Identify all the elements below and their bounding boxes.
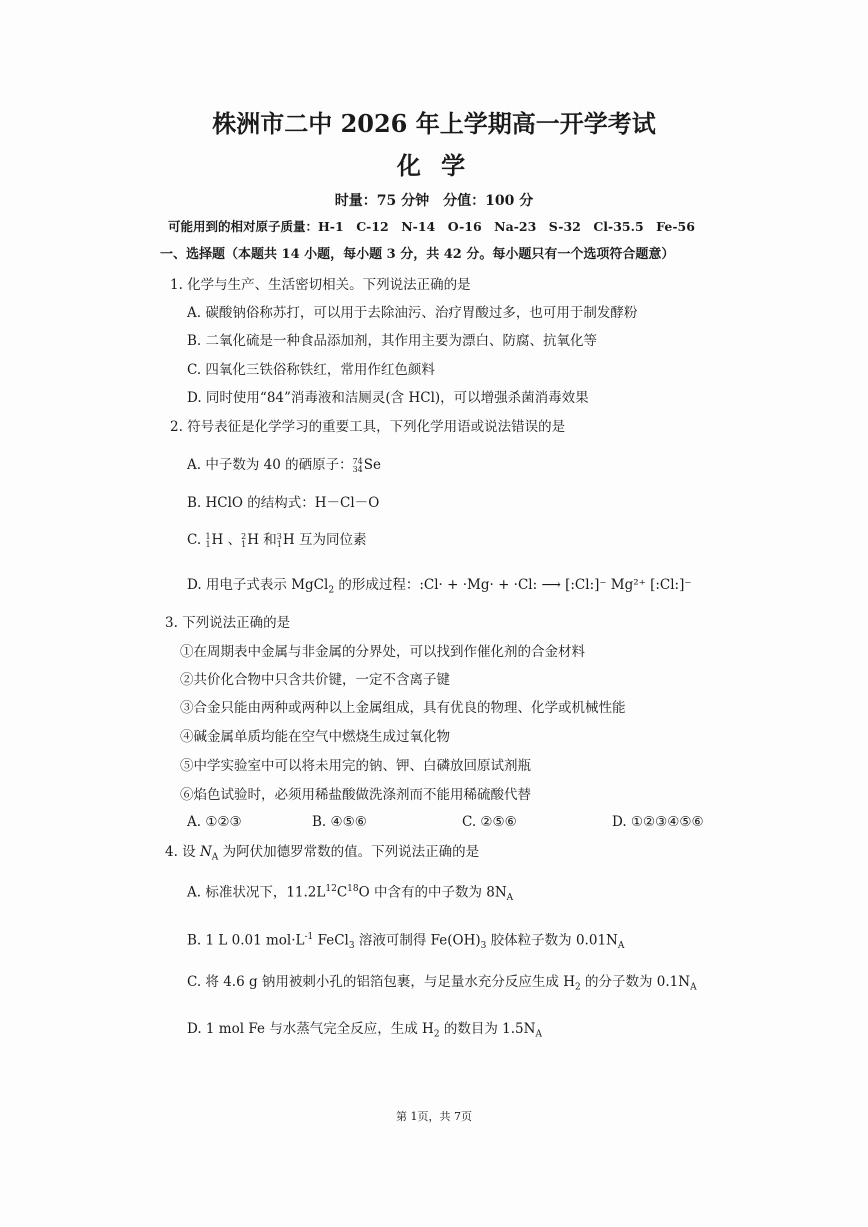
section-heading: 一、选择题（本题共 14 小题，每小题 3 分，共 42 分。每小题只有一个选项符合题意）	[160, 247, 675, 262]
iso1-numbers	[205, 533, 210, 549]
se-mass-number: 74	[352, 456, 363, 466]
iso3-numbers	[277, 533, 282, 549]
q4-na-symbol: N	[199, 844, 212, 860]
q3-option-a: A. ①②③	[187, 814, 242, 830]
q1-option-c: C. 四氧化三铁俗称铁红，常用作红色颜料	[187, 362, 435, 378]
q1-option-a: A. 碳酸钠俗称苏打，可以用于去除油污、治疗胃酸过多，也可用于制发酵粉	[187, 305, 638, 321]
q2-a-text: A. 中子数为 40 的硒原子：	[187, 457, 353, 473]
q4-a-pre: A. 标准状况下，11.2L	[187, 884, 326, 901]
q2-option-b: B. HClO 的结构式：H－Cl－O	[187, 495, 380, 511]
q2-c-mid2: H 和	[247, 532, 277, 548]
q3-statement-4: ④碱金属单质均能在空气中燃烧生成过氧化物	[180, 729, 450, 745]
q4-stem-post: 为阿伏加德罗常数的值。下列说法正确的是	[218, 844, 480, 860]
q4-b-exp: -1	[304, 932, 314, 942]
iso3-mass: 3	[276, 531, 282, 541]
q2-option-c	[187, 531, 366, 549]
q4-b-sub3: 3	[348, 941, 355, 952]
q4-b-sub: A	[617, 941, 625, 952]
q4-b-end: 胶体粒子数为 0.01N	[486, 932, 618, 949]
q3-statement-6: ⑥焰色试验时，必须用稀盐酸做洗涤剂而不能用稀硫酸代替	[180, 787, 531, 803]
iso1-mass: 1	[205, 531, 211, 541]
q4-na-sub: A	[211, 852, 219, 863]
q4-c-pre: C. 将 4.6 g 钠用被刺小孔的铝箔包裹，与足量水充分反应生成 H	[187, 974, 575, 990]
q3-statement-5: ⑤中学实验室中可以将未用完的钠、钾、白磷放回原试剂瓶	[180, 758, 531, 774]
q4-option-c	[187, 973, 697, 997]
q3-stem: 3. 下列说法正确的是	[165, 615, 291, 631]
c-symbol: C	[336, 884, 348, 901]
iso2-mass: 2	[241, 531, 247, 541]
q3-option-b: B. ④⑤⑥	[312, 814, 367, 830]
mgcl2-electron-formula: :Cl· + ·Mg· + ·Cl: ⟶ [:Cl:]⁻ Mg²⁺ [:Cl:]⁻	[419, 577, 692, 593]
se-symbol: Se	[363, 457, 382, 473]
q4-d-pre: D. 1 mol Fe 与水蒸气完全反应，生成 H	[187, 1021, 434, 1037]
q4-a-sub: A	[506, 893, 514, 904]
q4-b-mid2: 溶液可制得 Fe(OH)	[354, 932, 481, 949]
q2-option-d: D. 用电子式表示 MgCl$_2$ 的形成过程：:Cl· + ·Mg· + ·Cl: ⟶ [:Cl:]⁻ Mg²⁺ [:Cl:]⁻	[187, 577, 692, 596]
q3-statement-2: ②共价化合物中只含共价键，一定不含离子键	[180, 672, 450, 688]
q2-c-mid1: H 、	[211, 532, 242, 548]
iso3-num: 1	[276, 539, 282, 549]
iso1-num: 1	[205, 539, 211, 549]
q3-statement-3: ③合金只能由两种或两种以上金属组成，具有优良的物理、化学或机械性能	[180, 700, 626, 716]
subject-title: 化 学	[396, 151, 472, 180]
time-score: 时量：75 分钟 分值：100 分	[334, 193, 534, 209]
q2-d-text2: 的形成过程：	[334, 577, 420, 593]
o-mass-number: 18	[347, 884, 359, 894]
q4-stem	[165, 843, 479, 867]
q4-c-sub2: 2	[574, 982, 581, 993]
q4-c-sub: A	[690, 982, 697, 993]
q3-statement-1: ①在周期表中金属与非金属的分界处，可以找到作催化剂的合金材料	[180, 644, 585, 660]
se-nuclide-numbers	[353, 458, 363, 474]
q4-b-mid: FeCl	[313, 932, 349, 949]
q4-b-pre: B. 1 L 0.01 mol·L	[187, 932, 305, 949]
iso2-num: 1	[241, 539, 247, 549]
iso2-numbers	[241, 533, 246, 549]
q2-c-prefix: C.	[187, 532, 206, 548]
c-mass-number: 12	[325, 884, 337, 894]
q2-c-suffix: H 互为同位素	[282, 532, 367, 548]
q3-option-d: D. ①②③④⑤⑥	[612, 814, 704, 830]
q2-option-a	[187, 456, 381, 474]
q4-option-b	[187, 928, 624, 955]
q4-stem-pre: 4. 设	[165, 844, 200, 860]
q2-stem: 2. 符号表征是化学学习的重要工具，下列化学用语或说法错误的是	[170, 419, 566, 435]
se-atomic-number: 34	[352, 464, 363, 474]
q4-c-end: 的分子数为 0.1N	[580, 974, 691, 990]
exam-title: 株洲市二中 2026 年上学期高一开学考试	[212, 109, 656, 138]
atomic-masses: 可能用到的相对原子质量：H-1 C-12 N-14 O-16 Na-23 S-32 Cl-35.5 Fe-56	[168, 219, 695, 234]
q3-option-c: C. ②⑤⑥	[462, 814, 517, 830]
page-footer: 第 1页，共 7页	[396, 1110, 472, 1123]
q4-b-sub3b: 3	[480, 941, 487, 952]
q4-d-sub2: 2	[433, 1029, 440, 1040]
q2-d-text: D. 用电子式表示 MgCl	[187, 577, 329, 593]
q1-stem: 1. 化学与生产、生活密切相关。下列说法正确的是	[170, 277, 471, 293]
q1-option-d: D. 同时使用“84”消毒液和洁厕灵(含 HCl)，可以增强杀菌消毒效果	[187, 390, 589, 406]
q4-option-a	[187, 880, 513, 907]
q4-d-sub: A	[535, 1029, 542, 1040]
q4-d-end: 的数目为 1.5N	[439, 1021, 536, 1037]
q4-option-d	[187, 1020, 542, 1044]
q1-option-b: B. 二氧化硫是一种食品添加剂，其作用主要为漂白、防腐、抗氧化等	[187, 333, 598, 349]
q4-a-rest: O 中含有的中子数为 8N	[358, 884, 507, 901]
